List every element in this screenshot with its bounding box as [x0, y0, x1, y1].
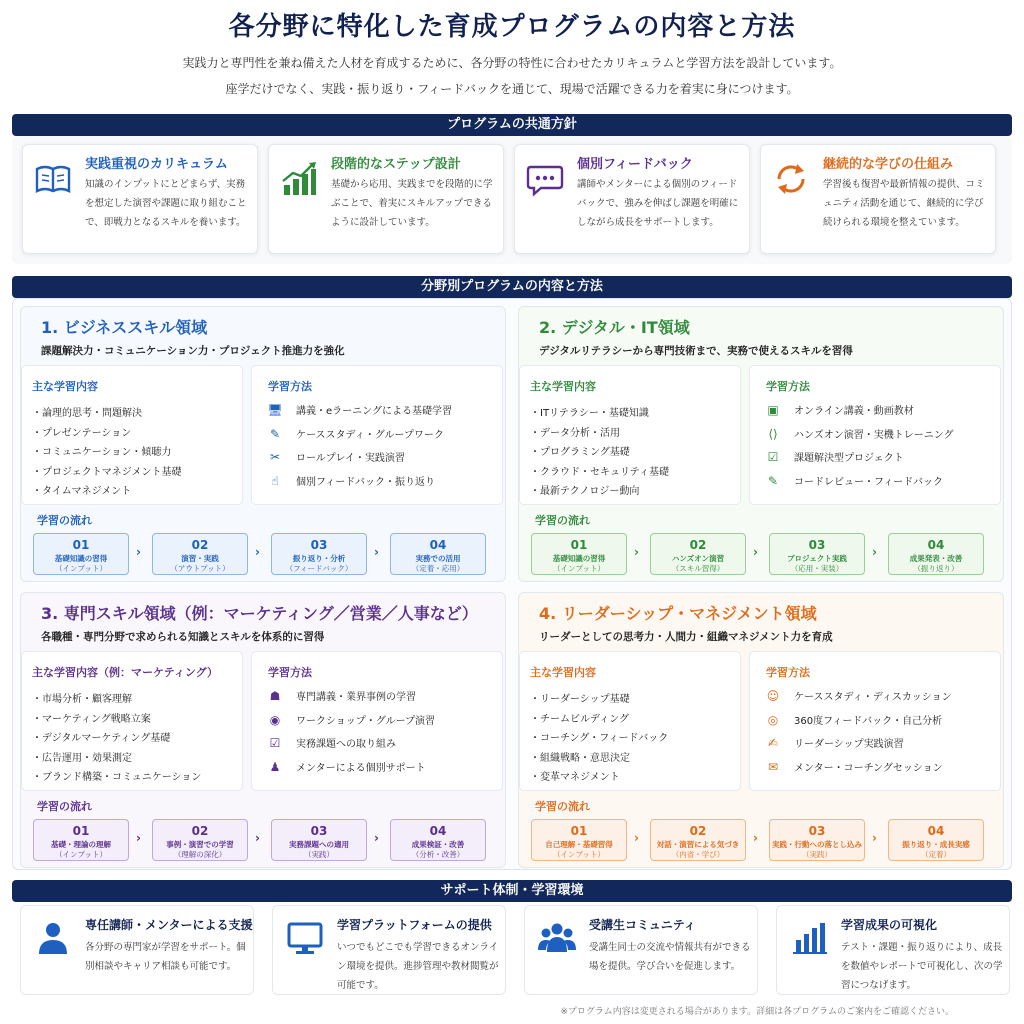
- method-item: [266, 426, 452, 450]
- content-box: [21, 651, 243, 791]
- policy-card: [514, 144, 750, 254]
- method-box: [251, 651, 503, 791]
- method-text: ワークショップ・グループ演習: [296, 715, 435, 727]
- step-title: 実務での活用: [415, 554, 461, 563]
- method-list: [266, 402, 452, 496]
- chevron-right-icon: ›: [753, 545, 758, 559]
- method-item: [764, 759, 952, 783]
- bar-chart-icon: [789, 918, 829, 958]
- policy-card-text: 講師やメンターによる個別のフィードバックで、強みを伸ばし課題を明確にしながら成長をサポートします。: [577, 179, 739, 228]
- step-number: 02: [191, 824, 209, 838]
- policy-card: [760, 144, 996, 254]
- method-text: 個別フィードバック・振り返り: [296, 476, 435, 488]
- content-label: 主な学習内容: [530, 666, 596, 679]
- flow-step: [33, 533, 129, 575]
- step-note: （アウトプット）: [170, 564, 230, 573]
- support-card: [20, 905, 254, 995]
- content-item: ・ タイムマネジメント: [32, 482, 182, 502]
- content-list: [32, 690, 201, 788]
- flow-step: [390, 819, 486, 861]
- method-text: メンターによる個別サポート: [296, 762, 426, 774]
- method-text: リーダーシップ実践演習: [794, 739, 904, 750]
- method-text: ハンズオン演習・実機トレーニング: [794, 429, 954, 441]
- flow-step: [152, 533, 248, 575]
- chevron-right-icon: ›: [136, 545, 141, 559]
- method-text: 講義・eラーニングによる基礎学習: [296, 406, 452, 417]
- content-item: ・ 広告運用・効果測定: [32, 749, 201, 769]
- step-number: 04: [927, 538, 945, 552]
- method-item: [764, 449, 954, 473]
- chevron-right-icon: ›: [374, 545, 379, 559]
- section-title: 1. ビジネススキル領域: [41, 318, 208, 337]
- step-title: 対話・演習による気づき: [656, 840, 740, 849]
- content-item: ・ 組織戦略・意思決定: [530, 749, 668, 769]
- step-number: 02: [689, 824, 707, 838]
- support-card: [272, 905, 506, 995]
- step-title: 自己理解・基礎習得: [545, 840, 613, 849]
- coaching-icon: ✉: [767, 759, 779, 774]
- method-item: [266, 473, 452, 497]
- chevron-right-icon: ›: [872, 545, 877, 559]
- content-item: ・ 変革マネジメント: [530, 768, 668, 788]
- method-item: [764, 688, 952, 712]
- step-number: 02: [191, 538, 209, 552]
- book-icon: [33, 159, 73, 199]
- step-number: 04: [429, 538, 447, 552]
- flow-step: [888, 819, 984, 861]
- step-note: （振り返り）: [913, 564, 959, 573]
- content-item: ・ プレゼンテーション: [32, 424, 182, 444]
- method-text: 課題解決型プロジェクト: [794, 453, 904, 464]
- step-title: 実務課題への適用: [289, 840, 349, 849]
- step-number: 03: [310, 538, 328, 552]
- step-number: 01: [570, 824, 588, 838]
- method-text: 専門講義・業界事例の学習: [296, 692, 416, 703]
- field-section: [20, 592, 506, 868]
- policy-card-title: 個別フィードバック: [577, 157, 693, 172]
- support-card: [524, 905, 758, 995]
- step-note: （インプット）: [553, 850, 605, 859]
- support-card-text: 各分野の専門家が学習をサポート。個別相談やキャリア相談も可能です。: [85, 942, 246, 972]
- method-item: [266, 735, 435, 759]
- footnote: ※プログラム内容は変更される場合があります。詳細は各プログラムのご案内をご確認ください。: [560, 1007, 954, 1017]
- content-item: ・ プログラミング基礎: [530, 443, 669, 463]
- flow-step: [531, 533, 627, 575]
- flow-step: [888, 533, 984, 575]
- step-note: （フィードバック）: [285, 564, 353, 573]
- method-list: [266, 688, 435, 782]
- content-item: ・ 論理的思考・問題解決: [32, 404, 182, 424]
- puzzle-icon: ✎: [269, 426, 281, 441]
- policy-header: プログラムの共通方針: [12, 114, 1012, 136]
- content-item: ・ デジタルマーケティング基礎: [32, 729, 201, 749]
- step-note: （実践）: [304, 850, 334, 859]
- method-box: [251, 365, 503, 505]
- method-text: コードレビュー・フィードバック: [794, 476, 943, 488]
- chevron-right-icon: ›: [753, 831, 758, 845]
- method-list: [764, 402, 954, 496]
- content-item: ・ クラウド・セキュリティ基礎: [530, 463, 669, 483]
- chevron-right-icon: ›: [872, 831, 877, 845]
- mentor-icon: ♟: [269, 759, 281, 774]
- step-number: 03: [808, 538, 826, 552]
- method-text: ケーススタディ・グループワーク: [296, 429, 444, 441]
- step-title: 成果発表・改善: [909, 554, 963, 563]
- step-note: （分析・改善）: [411, 850, 465, 859]
- content-list: [32, 404, 182, 502]
- method-label: 学習方法: [268, 666, 312, 679]
- flow-step: [769, 533, 865, 575]
- discussion-icon: ☺: [766, 689, 780, 703]
- content-item: ・ リーダーシップ基礎: [530, 690, 668, 710]
- step-note: （内省・学び）: [671, 850, 725, 859]
- field-section: [518, 306, 1004, 582]
- method-list: [764, 688, 952, 782]
- group-icon: [537, 918, 577, 958]
- flow-step: [531, 819, 627, 861]
- step-title: 振り返り・分析: [292, 554, 346, 563]
- method-text: オンライン講義・動画教材: [794, 406, 914, 417]
- policy-card-title: 継続的な学びの仕組み: [823, 157, 954, 172]
- step-title: プロジェクト実践: [787, 554, 847, 563]
- support-header: サポート体制・学習環境: [12, 880, 1012, 902]
- growth-chart-icon: [279, 159, 319, 199]
- support-card: [776, 905, 1010, 995]
- task-icon: ☑: [269, 736, 281, 750]
- flow-step: [271, 819, 367, 861]
- method-text: 実務課題への取り組み: [296, 739, 396, 750]
- step-title: 基礎知識の習得: [54, 554, 108, 563]
- step-note: （実践）: [802, 850, 832, 859]
- review-icon: ✎: [767, 473, 779, 488]
- step-title: 基礎知識の習得: [552, 554, 606, 563]
- content-list: [530, 690, 668, 788]
- flow-step: [152, 819, 248, 861]
- support-card-text: 受講生同士の交流や情報共有ができる場を提供。学び合いを促進します。: [589, 942, 751, 972]
- section-description: リーダーとしての思考力・人間力・組織マネジメント力を育成: [539, 631, 833, 643]
- step-title: 振り返り・成長実感: [902, 840, 970, 849]
- method-item: [266, 449, 452, 473]
- lecture-icon: ☗: [269, 689, 281, 703]
- flow-label: 学習の流れ: [37, 800, 92, 813]
- content-item: ・ ITリテラシー・基礎知識: [530, 404, 669, 424]
- section-title: 4. リーダーシップ・マネジメント領域: [539, 604, 817, 623]
- content-label: 主な学習内容（例：マーケティング）: [32, 666, 219, 679]
- person-icon: [33, 918, 73, 958]
- method-box: [749, 651, 1001, 791]
- section-description: 各職種・専門分野で求められる知識とスキルを体系的に習得: [41, 631, 325, 643]
- method-label: 学習方法: [766, 666, 810, 679]
- content-item: ・ コミュニケーション・傾聴力: [32, 443, 182, 463]
- support-card-title: 学習プラットフォームの提供: [337, 918, 492, 932]
- step-number: 04: [429, 824, 447, 838]
- policy-card-text: 知識のインプットにとどまらず、実務を想定した演習や課題に取り組むことで、即戦力となるスキルを養います。: [85, 179, 247, 228]
- method-text: メンター・コーチングセッション: [794, 762, 943, 774]
- policy-card-title: 段階的なステップ設計: [331, 157, 461, 172]
- monitor-icon: [285, 918, 325, 958]
- section-title: 2. デジタル・IT領域: [539, 318, 690, 337]
- method-item: [764, 712, 952, 736]
- chevron-right-icon: ›: [255, 831, 260, 845]
- monitor-icon: 🖥: [267, 403, 283, 417]
- policy-card-text: 基礎から応用、実践までを段階的に学ぶことで、着実にスキルアップできるように設計しています。: [331, 179, 493, 228]
- content-item: ・ マーケティング戦略立案: [32, 710, 201, 730]
- step-title: ハンズオン演習: [671, 554, 725, 563]
- content-item: ・ ブランド構築・コミュニケーション: [32, 768, 201, 788]
- project-icon: ☑: [767, 450, 779, 464]
- step-note: （インプット）: [55, 564, 107, 573]
- page-title: 各分野に特化した育成プログラムの内容と方法: [228, 12, 796, 42]
- flow-step: [769, 819, 865, 861]
- step-number: 01: [72, 538, 90, 552]
- roleplay-icon: ✂: [269, 450, 281, 464]
- step-title: 演習・実践: [181, 554, 219, 563]
- field-section: [518, 592, 1004, 868]
- step-number: 02: [689, 538, 707, 552]
- fields-header: 分野別プログラムの内容と方法: [12, 276, 1012, 298]
- content-label: 主な学習内容: [32, 380, 98, 393]
- flow-label: 学習の流れ: [535, 514, 590, 527]
- 360-icon: ◎: [767, 712, 779, 727]
- chevron-right-icon: ›: [374, 831, 379, 845]
- flow-label: 学習の流れ: [37, 514, 92, 527]
- policy-card: [22, 144, 258, 254]
- method-item: [764, 402, 954, 426]
- flow-step: [650, 533, 746, 575]
- step-note: （インプット）: [55, 850, 107, 859]
- support-card-text: いつでもどこでも学習できるオンライン環境を提供。進捗管理や教材閲覧が可能です。: [337, 942, 499, 991]
- step-note: （理解の深化）: [173, 850, 227, 859]
- chevron-right-icon: ›: [634, 831, 639, 845]
- step-note: （応用・実装）: [790, 564, 844, 573]
- method-text: ケーススタディ・ディスカッション: [794, 692, 952, 703]
- method-text: ロールプレイ・実践演習: [296, 453, 405, 464]
- section-description: デジタルリテラシーから専門技術まで、実務で使えるスキルを習得: [539, 345, 853, 357]
- step-title: 成果検証・改善: [411, 840, 465, 849]
- page-subtitle-1: 実践力と専門性を兼ね備えた人材を育成するために、各分野の特性に合わせたカリキュラムと学習方法を設計しています。: [182, 56, 842, 70]
- support-card-text: テスト・課題・振り返りにより、成長を数値やレポートで可視化し、次の学習につなげます。: [841, 942, 1003, 991]
- policy-card-text: 学習後も復習や最新情報の提供、コミュニティ活動を通じて、継続的に学び続けられる環境を整えています。: [823, 179, 985, 228]
- field-section: [20, 306, 506, 582]
- cycle-icon: [771, 159, 811, 199]
- practice-icon: ✍: [767, 736, 779, 750]
- method-item: [764, 735, 952, 759]
- flow-step: [390, 533, 486, 575]
- method-box: [749, 365, 1001, 505]
- content-label: 主な学習内容: [530, 380, 596, 393]
- flow-step: [650, 819, 746, 861]
- section-description: 課題解決力・コミュニケーション力・プロジェクト推進力を強化: [41, 345, 345, 357]
- chevron-right-icon: ›: [634, 545, 639, 559]
- content-item: ・ データ分析・活用: [530, 424, 669, 444]
- content-box: [519, 651, 741, 791]
- support-card-title: 学習成果の可視化: [841, 918, 938, 932]
- content-list: [530, 404, 669, 502]
- flow-step: [33, 819, 129, 861]
- step-title: 実践・行動への落とし込み: [772, 840, 862, 849]
- content-item: ・ チームビルディング: [530, 710, 668, 730]
- video-icon: ▣: [767, 403, 779, 417]
- section-title: 3. 専門スキル領域（例：マーケティング／営業／人事など）: [41, 604, 478, 623]
- step-note: （スキル習得）: [671, 564, 725, 573]
- step-title: 事例・演習での学習: [166, 840, 234, 849]
- support-card-title: 専任講師・メンターによる支援: [85, 918, 253, 932]
- content-box: [519, 365, 741, 505]
- method-item: [764, 426, 954, 450]
- step-number: 04: [927, 824, 945, 838]
- step-number: 03: [808, 824, 826, 838]
- policy-card-title: 実践重視のカリキュラム: [85, 157, 228, 172]
- content-box: [21, 365, 243, 505]
- chat-icon: [525, 159, 565, 199]
- method-label: 学習方法: [268, 380, 312, 393]
- content-item: ・ 市場分析・顧客理解: [32, 690, 201, 710]
- method-item: [266, 759, 435, 783]
- content-item: ・ プロジェクトマネジメント基礎: [32, 463, 182, 483]
- method-item: [764, 473, 954, 497]
- feedback-icon: ☝: [271, 473, 279, 488]
- policy-card: [268, 144, 504, 254]
- content-item: ・ コーチング・フィードバック: [530, 729, 668, 749]
- step-number: 03: [310, 824, 328, 838]
- flow-step: [271, 533, 367, 575]
- method-item: [266, 402, 452, 426]
- step-note: （インプット）: [553, 564, 605, 573]
- method-item: [266, 688, 435, 712]
- method-text: 360度フィードバック・自己分析: [794, 715, 943, 727]
- step-number: 01: [570, 538, 588, 552]
- chevron-right-icon: ›: [255, 545, 260, 559]
- content-item: ・ 最新テクノロジー動向: [530, 482, 669, 502]
- step-title: 基礎・理論の理解: [51, 840, 111, 849]
- step-number: 01: [72, 824, 90, 838]
- chevron-right-icon: ›: [136, 831, 141, 845]
- code-icon: ⟨⟩: [768, 426, 778, 441]
- workshop-icon: ◉: [269, 712, 281, 727]
- method-item: [266, 712, 435, 736]
- page-subtitle-2: 座学だけでなく、実践・振り返り・フィードバックを通じて、現場で活躍できる力を着実に身につけます。: [225, 82, 799, 96]
- flow-label: 学習の流れ: [535, 800, 590, 813]
- support-card-title: 受講生コミュニティ: [589, 918, 696, 932]
- step-note: （定着・応用）: [411, 564, 465, 573]
- step-note: （定着）: [921, 850, 951, 859]
- method-label: 学習方法: [766, 380, 810, 393]
